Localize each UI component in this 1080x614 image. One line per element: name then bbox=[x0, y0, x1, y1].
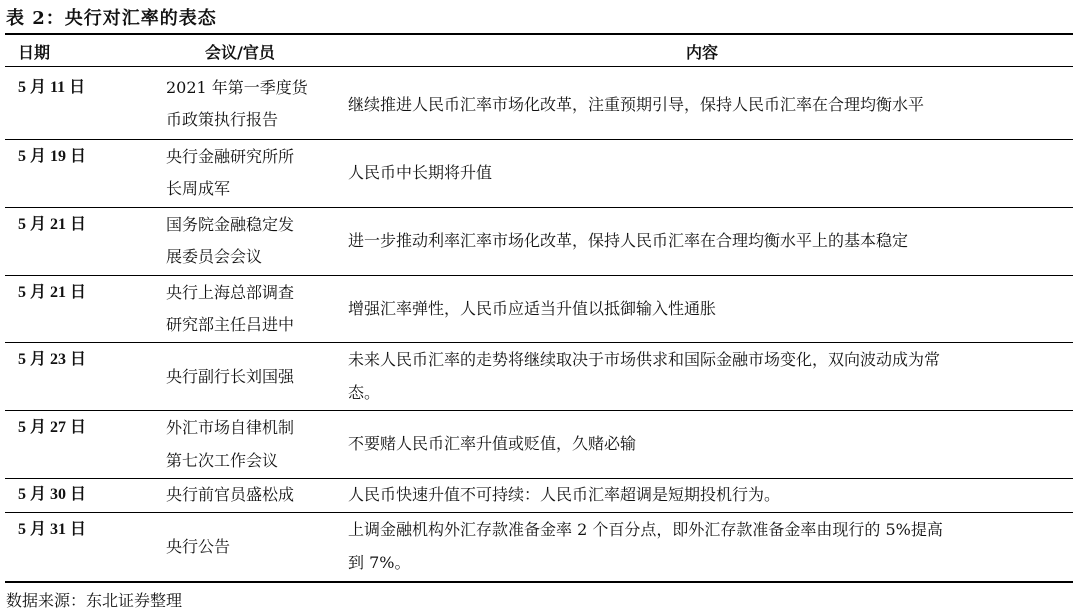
row-date: 5 月 21 日 bbox=[18, 216, 87, 233]
header-meeting: 会议/官员 bbox=[205, 43, 275, 62]
row-separator bbox=[5, 478, 1073, 479]
row-meeting-line: 2021 年第一季度货 bbox=[166, 78, 308, 97]
row-meeting-line: 央行金融研究所所 bbox=[166, 147, 295, 166]
row-content-line: 上调金融机构外汇存款准备金率 2 个百分点，即外汇存款准备金率由现行的 5%提高 bbox=[348, 520, 943, 539]
row-separator bbox=[5, 139, 1073, 140]
row-content-line: 进一步推动利率汇率市场化改革，保持人民币汇率在合理均衡水平上的基本稳定 bbox=[348, 231, 909, 250]
row-content-line: 人民币快速升值不可持续：人民币汇率超调是短期投机行为。 bbox=[348, 485, 781, 504]
row-content-line: 态。 bbox=[348, 383, 381, 402]
row-content-line: 继续推进人民币汇率市场化改革，注重预期引导，保持人民币汇率在合理均衡水平 bbox=[348, 95, 925, 114]
row-content-line: 未来人民币汇率的走势将继续取决于市场供求和国际金融市场变化，双向波动成为常 bbox=[348, 350, 941, 369]
row-date: 5 月 11 日 bbox=[18, 79, 86, 96]
row-meeting-line: 央行副行长刘国强 bbox=[166, 367, 295, 386]
row-content-line: 人民币中长期将升值 bbox=[348, 163, 493, 182]
row-content-line: 到 7%。 bbox=[348, 553, 411, 572]
row-separator bbox=[5, 275, 1073, 276]
row-separator bbox=[5, 342, 1073, 343]
row-content-line: 不要赌人民币汇率升值或贬值，久赌必输 bbox=[348, 434, 637, 453]
table-header-rule bbox=[5, 66, 1073, 67]
source-note: 数据来源：东北证券整理 bbox=[6, 591, 183, 610]
row-separator bbox=[5, 410, 1073, 411]
row-meeting-line: 第七次工作会议 bbox=[166, 451, 279, 470]
row-meeting-line: 长周成军 bbox=[166, 179, 231, 198]
header-content: 内容 bbox=[686, 43, 719, 62]
table-title: 表 2：央行对汇率的表态 bbox=[6, 8, 217, 29]
row-meeting-line: 外汇市场自律机制 bbox=[166, 418, 295, 437]
table-top-rule bbox=[5, 33, 1073, 35]
row-separator bbox=[5, 207, 1073, 208]
row-date: 5 月 21 日 bbox=[18, 284, 87, 301]
row-meeting-line: 国务院金融稳定发 bbox=[166, 215, 295, 234]
row-meeting-line: 币政策执行报告 bbox=[166, 110, 279, 129]
row-meeting-line: 央行上海总部调查 bbox=[166, 283, 295, 302]
row-content-line: 增强汇率弹性，人民币应适当升值以抵御输入性通胀 bbox=[348, 299, 717, 318]
row-meeting-line: 央行前官员盛松成 bbox=[166, 485, 295, 504]
row-separator bbox=[5, 512, 1073, 513]
row-meeting-line: 展委员会会议 bbox=[166, 247, 263, 266]
row-date: 5 月 23 日 bbox=[18, 351, 87, 368]
row-date: 5 月 30 日 bbox=[18, 486, 87, 503]
row-meeting-line: 央行公告 bbox=[166, 537, 231, 556]
row-meeting-line: 研究部主任吕进中 bbox=[166, 315, 295, 334]
row-date: 5 月 19 日 bbox=[18, 148, 87, 165]
row-date: 5 月 27 日 bbox=[18, 419, 87, 436]
table-bottom-rule bbox=[5, 581, 1073, 583]
header-date: 日期 bbox=[18, 43, 51, 62]
row-date: 5 月 31 日 bbox=[18, 521, 87, 538]
